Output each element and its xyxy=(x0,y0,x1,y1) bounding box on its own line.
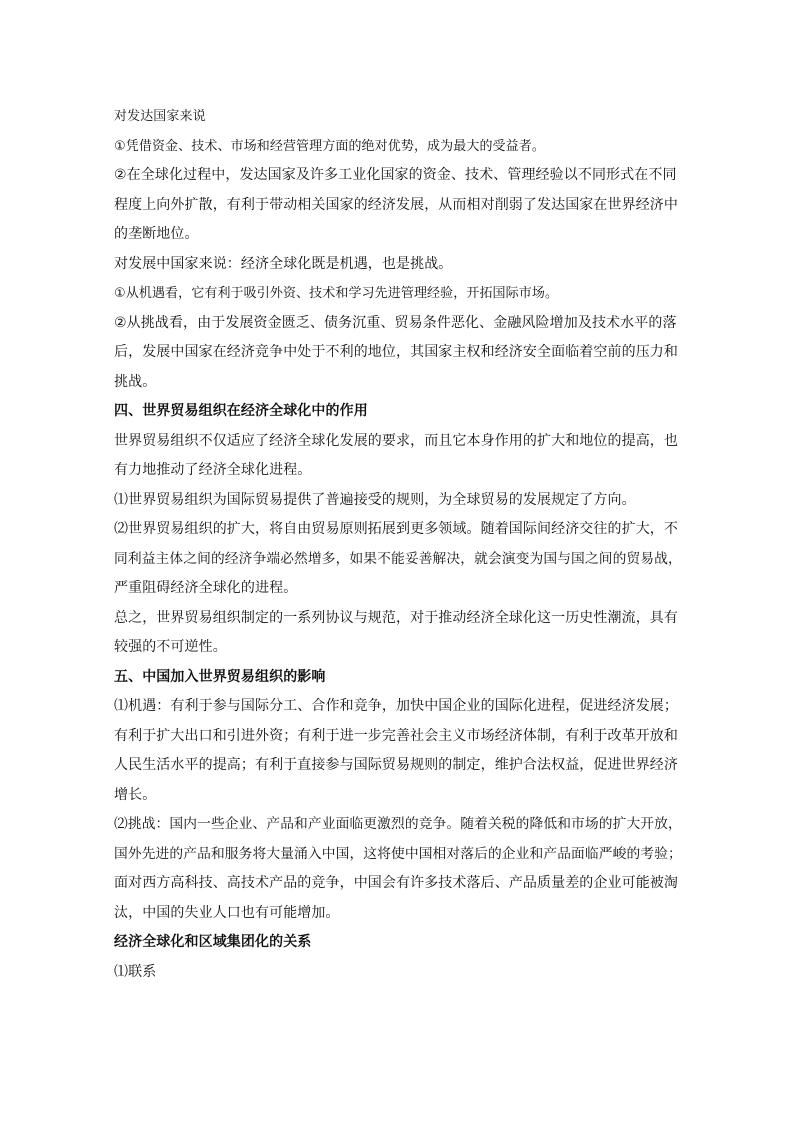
text-line: 国外先进的产品和服务将大量涌入中国，这将使中国相对落后的企业和产品面临严峻的考验； xyxy=(114,845,682,862)
text-line: 汰，中国的失业人口也有可能增加。 xyxy=(114,904,340,921)
text-line: ⑵挑战：国内一些企业、产品和产业面临更激烈的竞争。随着关税的降低和市场的扩大开放， xyxy=(114,816,682,832)
text-line: 的垄断地位。 xyxy=(114,226,199,242)
text-line: ⑴联系 xyxy=(114,963,157,980)
text-line: ②从挑战看，由于发展资金匮乏、债务沉重、贸易条件恶化、金融风险增加及技术水平的落 xyxy=(114,314,677,331)
text-line: 面对西方高科技、高技术产品的竞争，中国会有许多技术落后、产品质量差的企业可能被淘 xyxy=(114,875,678,891)
text-line: 总之，世界贸易组织制定的一系列协议与规范，对于推动经济全球化这一历史性潮流，具有 xyxy=(114,609,678,626)
text-line: 增长。 xyxy=(114,786,157,803)
text-line: 有力地推动了经济全球化进程。 xyxy=(114,462,312,478)
text-line: 有利于扩大出口和引进外资；有利于进一步完善社会主义市场经济体制，有利于改革开放和 xyxy=(114,727,678,744)
text-line: ⑴机遇：有利于参与国际分工、合作和竞争，加快中国企业的国际化进程，促进经济发展； xyxy=(114,698,678,714)
text-line: 对发展中国家来说：经济全球化既是机遇，也是挑战。 xyxy=(114,255,453,272)
text-line: 对发达国家来说 xyxy=(114,109,206,124)
text-line: 世界贸易组织不仅适应了经济全球化发展的要求，而且它本身作用的扩大和地位的提高，也 xyxy=(114,432,678,449)
text-line: ⑴世界贸易组织为国际贸易提供了普遍接受的规则，为全球贸易的发展规定了方向。 xyxy=(114,491,636,508)
section-heading: 五、中国加入世界贸易组织的影响 xyxy=(114,668,326,685)
text-line: 较强的不可逆性。 xyxy=(114,639,227,655)
text-line: 程度上向外扩散，有利于带动相关国家的经济发展，从而相对削弱了发达国家在世界经济中 xyxy=(114,196,678,213)
text-line: ⑵世界贸易组织的扩大，将自由贸易原则拓展到更多领域。随着国际间经济交往的扩大，不 xyxy=(114,521,678,537)
text-line: ①凭借资金、技术、市场和经营管理方面的绝对优势，成为最大的受益者。 xyxy=(114,138,545,154)
text-line: 同利益主体之间的经济争端必然增多，如果不能妥善解决，就会演变为国与国之间的贸易战， xyxy=(114,550,682,567)
section-heading: 四、世界贸易组织在经济全球化中的作用 xyxy=(114,403,368,419)
document-body xyxy=(114,102,690,987)
text-line: ②在全球化过程中，发达国家及许多工业化国家的资金、技术、管理经验以不同形式在不同 xyxy=(114,167,677,183)
text-line: 严重阻碍经济全球化的进程。 xyxy=(114,580,298,596)
text-line: 挑战。 xyxy=(114,373,157,390)
section-heading: 经济全球化和区域集团化的关系 xyxy=(114,934,312,950)
text-line: 人民生活水平的提高；有利于直接参与国际贸易规则的制定，维护合法权益，促进世界经济 xyxy=(114,757,678,773)
text-line: ①从机遇看，它有利于吸引外资、技术和学习先进管理经验，开拓国际市场。 xyxy=(114,286,559,301)
text-line: 后，发展中国家在经济竞争中处于不利的地位，其国家主权和经济安全面临着空前的压力和 xyxy=(114,344,678,360)
